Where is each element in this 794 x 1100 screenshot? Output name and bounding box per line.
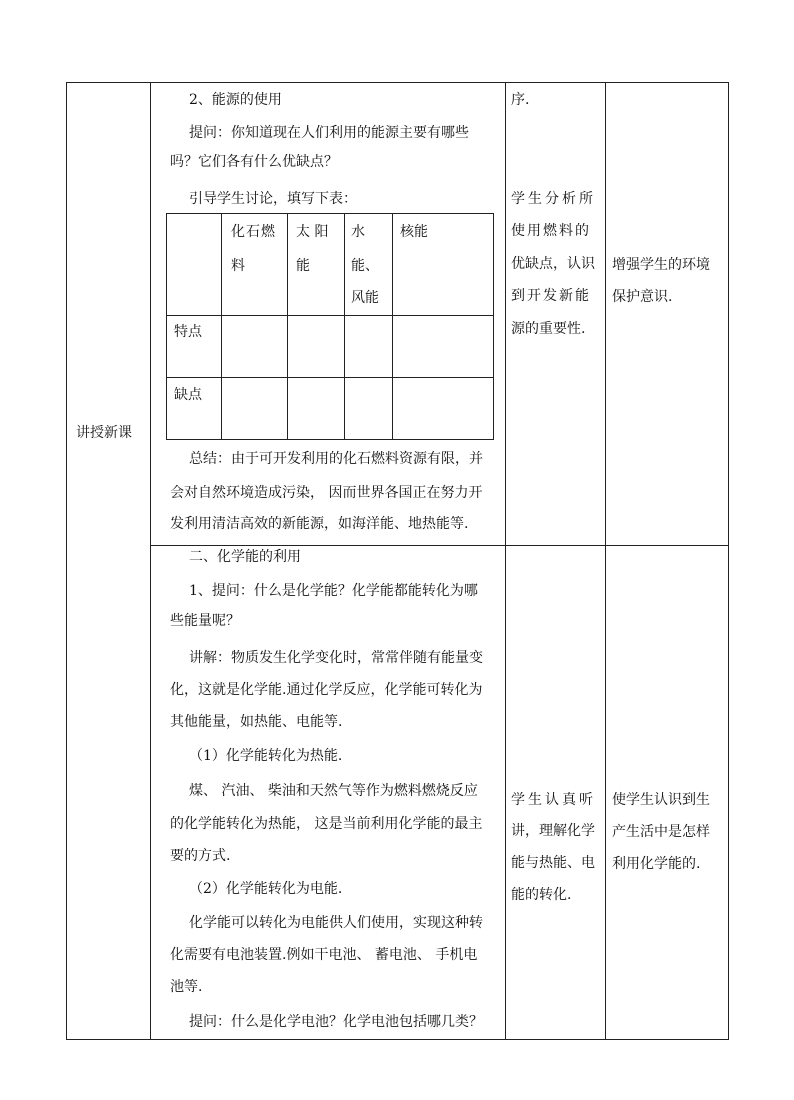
inner-table-border — [221, 213, 222, 440]
student-activity-text: 能与热能、电 — [511, 855, 595, 871]
explain-line: 其他能量，如热能、电能等. — [170, 714, 343, 730]
student-activity-text: 到开发新能 — [511, 288, 591, 304]
row-label-drawbacks: 缺点 — [174, 387, 202, 403]
table-divider-activity — [605, 82, 606, 1040]
battery-question: 提问：什么是化学电池？化学电池包括哪几类？ — [189, 1014, 483, 1030]
question-line: 吗？它们各有什么优缺点？ — [170, 154, 338, 170]
student-activity-text: 能的转化. — [511, 887, 572, 903]
energy-header-water-wind: 风能 — [351, 290, 379, 306]
inner-table-border — [287, 213, 288, 440]
student-activity-text: 序. — [511, 92, 530, 108]
table-row-divider — [150, 545, 729, 546]
electric-line: 化需要有电池装置.例如干电池、 蓄电池、 手机电 — [170, 947, 478, 963]
inner-table-border — [392, 213, 393, 440]
heat-line: 煤、 汽油、 柴油和天然气等作为燃料燃烧反应 — [189, 783, 478, 799]
inner-table-border — [166, 377, 494, 378]
table-border-right — [728, 82, 729, 1040]
inner-table-border — [166, 213, 167, 440]
inner-table-border — [344, 213, 345, 440]
design-intent-text: 利用化学能的. — [612, 856, 701, 872]
table-border-top — [66, 82, 729, 83]
inner-table-border — [166, 315, 494, 316]
explain-line: 讲解：物质发生化学变化时，常常伴随有能量变 — [189, 650, 483, 666]
energy-header-water-wind: 水 — [351, 224, 365, 240]
student-activity-text: 优缺点，认识 — [511, 256, 595, 272]
section-heading: 2、能源的使用 — [189, 92, 282, 108]
question-line: 些能量呢？ — [170, 613, 240, 629]
design-intent-text: 使学生认识到生 — [612, 792, 710, 808]
question-line: 提问：你知道现在人们利用的能源主要有哪些 — [189, 125, 469, 141]
table-border-bottom — [66, 1039, 729, 1040]
explain-line: 化，这就是化学能.通过化学反应，化学能可转化为 — [170, 682, 483, 698]
table-divider-content — [505, 82, 506, 1040]
student-activity-text: 学生分析所 — [511, 191, 596, 207]
inner-table-border — [166, 213, 494, 214]
heat-line: 要的方式. — [170, 848, 231, 864]
student-activity-text: 讲，理解化学 — [511, 823, 595, 839]
design-intent-text: 保护意识. — [612, 289, 673, 305]
question-line: 1、提问：什么是化学能？化学能都能转化为哪 — [189, 583, 478, 599]
summary-line: 总结：由于可开发利用的化石燃料资源有限，并 — [189, 451, 483, 467]
inner-table-border — [166, 439, 494, 440]
guide-text: 引导学生讨论，填写下表： — [189, 191, 357, 207]
summary-line: 发利用清洁高效的新能源，如海洋能、地热能等. — [170, 516, 469, 532]
summary-line: 会对自然环境造成污染， 因而世界各国正在努力开 — [170, 485, 483, 501]
student-activity-text: 源的重要性. — [511, 321, 586, 337]
energy-header-solar: 能 — [296, 258, 310, 274]
energy-header-fossil: 料 — [231, 258, 245, 274]
design-intent-text: 产生活中是怎样 — [612, 824, 710, 840]
inner-table-border — [493, 213, 494, 440]
section-heading: 二、化学能的利用 — [189, 549, 301, 565]
electric-line: 池等. — [170, 979, 203, 995]
electric-line: 化学能可以转化为电能供人们使用，实现这种转 — [189, 915, 483, 931]
energy-header-water-wind: 能、 — [351, 258, 379, 274]
student-activity-text: 使用燃料的 — [511, 223, 591, 239]
subheading-heat: （1）化学能转化为热能. — [189, 748, 343, 764]
energy-header-fossil: 化石燃 — [231, 224, 276, 240]
row-label-features: 特点 — [174, 324, 202, 340]
table-border-left — [66, 82, 67, 1040]
design-intent-text: 增强学生的环境 — [612, 257, 710, 273]
table-divider-label — [150, 82, 151, 1040]
energy-header-solar: 太 阳 — [296, 224, 329, 240]
subheading-electric: （2）化学能转化为电能. — [189, 881, 343, 897]
energy-header-nuclear: 核能 — [400, 224, 428, 240]
heat-line: 的化学能转化为热能， 这是当前利用化学能的最主 — [170, 816, 483, 832]
student-activity-text: 学生认真听 — [511, 792, 596, 808]
section-label: 讲授新课 — [76, 425, 132, 441]
